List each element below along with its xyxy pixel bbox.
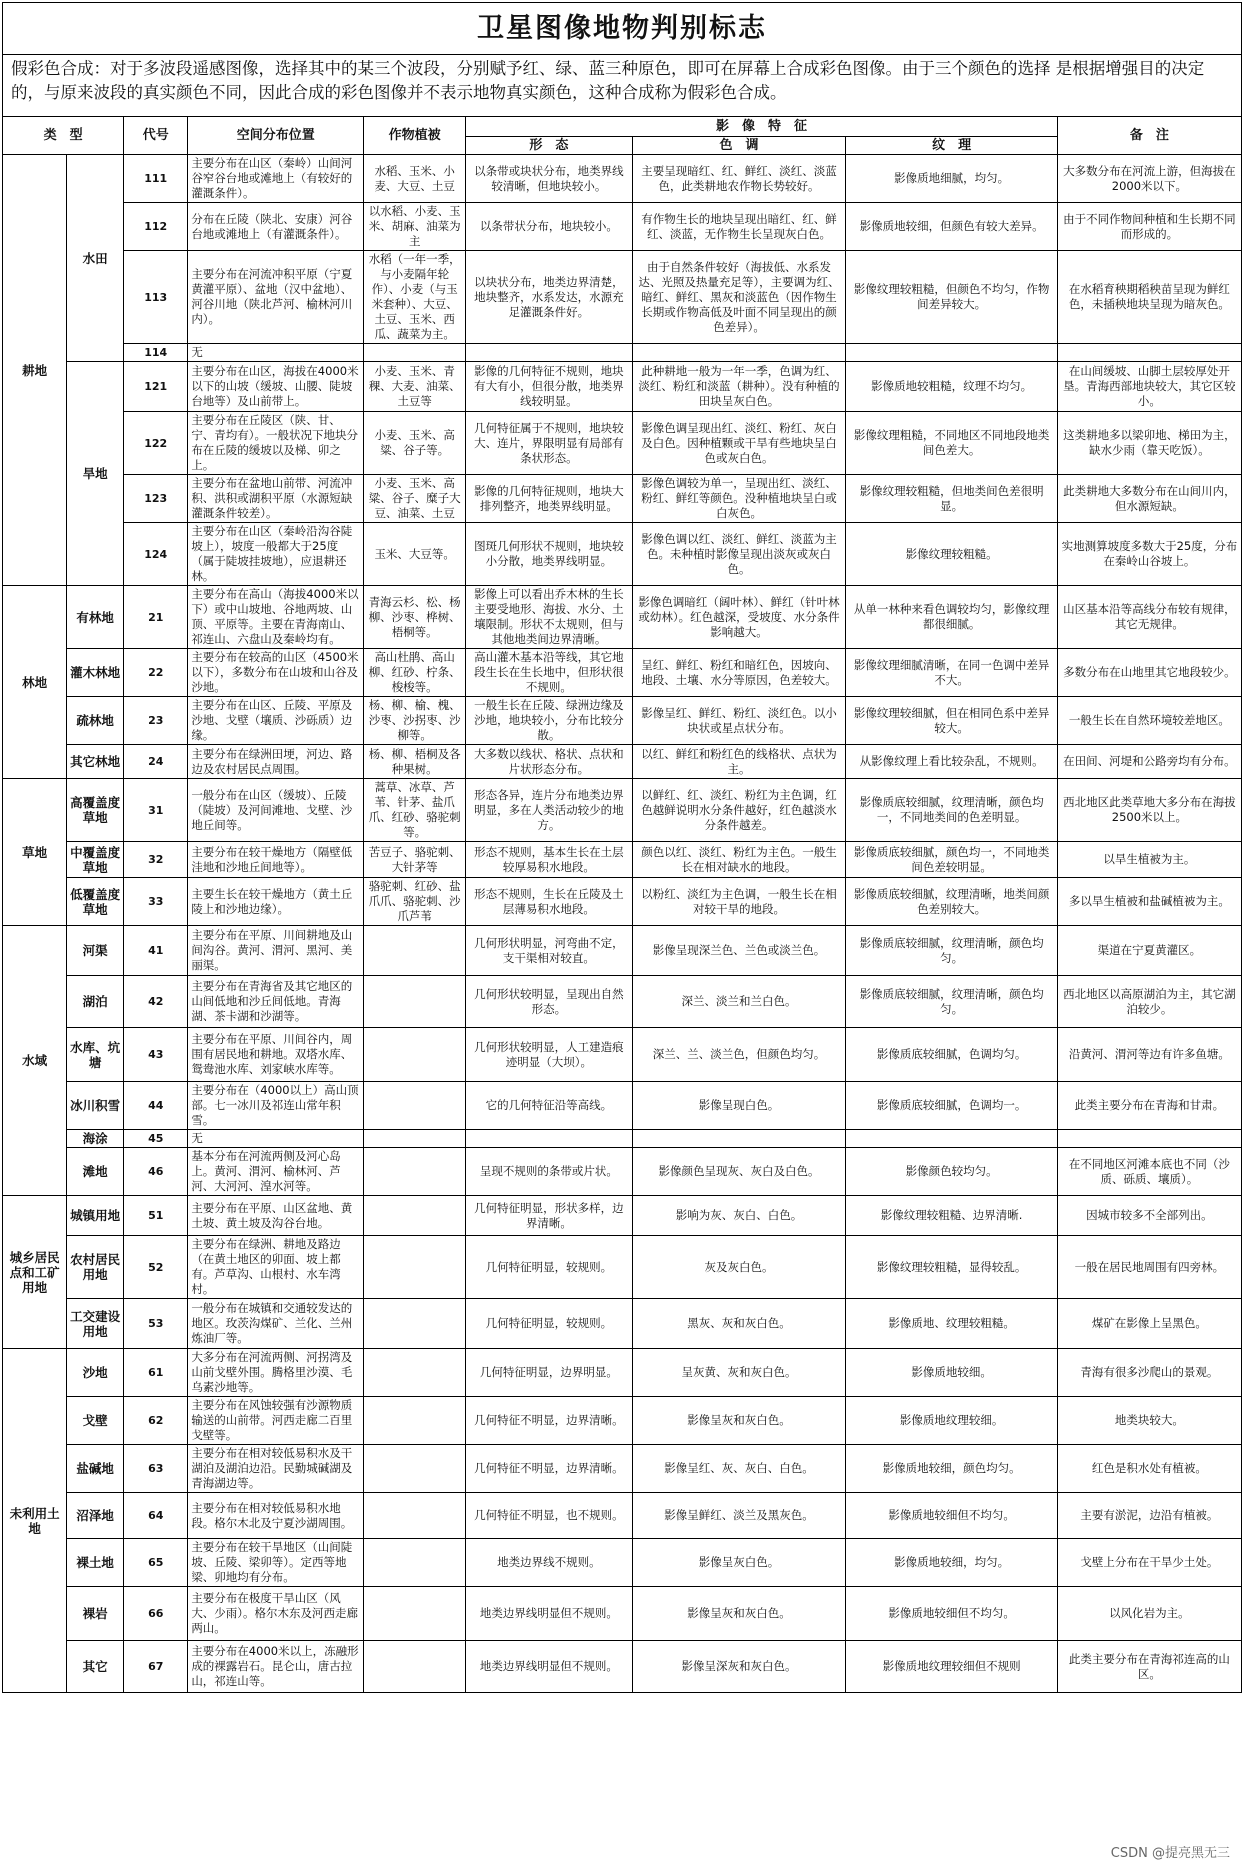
code-cell: 41 [124,926,188,976]
shape-cell: 几何特征不明显，也不规则。 [466,1493,632,1539]
color-cell: 灰及灰白色。 [632,1236,846,1299]
subtype-cell: 高覆盖度草地 [67,779,124,842]
remarks-cell [1057,1130,1241,1148]
group-cell: 未利用土地 [3,1349,67,1693]
table-row [3,586,1242,649]
spatial-cell: 无 [188,1130,364,1148]
shape-cell: 几何特征属于不规则，地块较大、连片，界限明显有局部有条状形态。 [466,412,632,475]
texture-cell: 影像纹理较粗糙。 [846,523,1057,586]
color-cell: 以红、鲜红和粉红色的线格状、点状为主。 [632,745,846,779]
texture-cell: 影像质地纹理较细。 [846,1397,1057,1445]
shape-cell: 几何形状明显，河弯曲不定，支干渠相对较直。 [466,926,632,976]
remarks-cell: 因城市较多不全部列出。 [1057,1196,1241,1236]
code-cell: 121 [124,362,188,412]
spatial-cell: 主要分布在风蚀较强有沙源物质输送的山前带。河西走廊二百里戈壁等。 [188,1397,364,1445]
group-cell: 水域 [3,926,67,1196]
remarks-cell: 由于不同作物间种植和生长期不同而形成的。 [1057,203,1241,251]
crops-cell: 水稻（一年一季，与小麦隔年轮作）、小麦（与玉米套种）、大豆、土豆、玉米、西瓜、蔬菜为主。 [364,251,466,344]
texture-cell: 影像质底较细腻，纹理清晰，颜色均匀。 [846,976,1057,1028]
spatial-cell: 一般分布在山区（缓坡）、丘陵（陡坡）及河间滩地、戈壁、沙地丘间等。 [188,779,364,842]
subtype-cell: 疏林地 [67,697,124,745]
remarks-cell: 此类主要分布在青海和甘肃。 [1057,1082,1241,1130]
table-row [3,155,1242,203]
color-cell: 影像呈鲜红、淡兰及黑灰色。 [632,1493,846,1539]
color-cell: 黑灰、灰和灰白色。 [632,1299,846,1349]
shape-cell: 高山灌木基本沿等线，其它地段生长在生长地中，但形状很不规则。 [466,649,632,697]
color-cell: 影像呈灰和灰白色。 [632,1397,846,1445]
texture-cell: 影像质底较细腻，颜色均一，不同地类间色差较明显。 [846,842,1057,878]
code-cell: 66 [124,1587,188,1641]
color-cell: 深兰、淡兰和兰白色。 [632,976,846,1028]
spatial-cell: 主要分布在平原、山区盆地、黄土坡、黄土坡及沟谷台地。 [188,1196,364,1236]
table-row [3,1587,1242,1641]
texture-cell: 影像纹理较粗糙，显得较乱。 [846,1236,1057,1299]
spatial-cell: 主要分布在丘陵区（陕、甘、宁、青均有）。一般状况下地块分布在丘陵的缓坡以及梯、卯之上。 [188,412,364,475]
remarks-cell: 煤矿在影像上呈黑色。 [1057,1299,1241,1349]
color-cell: 影像呈红、鲜红、粉红、淡红色。以小块状或星点状分布。 [632,697,846,745]
subtype-cell: 盐碱地 [67,1445,124,1493]
crops-cell [364,344,466,362]
table-row [3,878,1242,926]
code-cell: 51 [124,1196,188,1236]
header-spatial: 空间分布位置 [188,117,364,155]
crops-cell [364,976,466,1028]
crops-cell: 以水稻、小麦、玉米、胡麻、油菜为主 [364,203,466,251]
shape-cell: 地类边界线明显但不规则。 [466,1641,632,1693]
remarks-cell: 实地测算坡度多数大于25度，分布在秦岭山谷坡上。 [1057,523,1241,586]
shape-cell: 大多数以线状、格状、点状和片状形态分布。 [466,745,632,779]
code-cell: 61 [124,1349,188,1397]
shape-cell: 以块状分布，地类边界清楚，地块整齐，水系发达，水源充足灌溉条件好。 [466,251,632,344]
subtype-cell: 中覆盖度草地 [67,842,124,878]
crops-cell [364,1493,466,1539]
color-cell: 影响为灰、灰白、白色。 [632,1196,846,1236]
crops-cell [364,1028,466,1082]
feature-table-body [3,155,1242,1693]
shape-cell: 形态各异，连片分布地类边界明显，多在人类活动较少的地方。 [466,779,632,842]
remarks-cell: 山区基本沿等高线分布较有规律，其它无规律。 [1057,586,1241,649]
shape-cell: 图斑几何形状不规则，地块较小分散，地类界线明显。 [466,523,632,586]
spatial-cell: 主要分布在山区（秦岭）山间河谷窄谷台地或滩地上（有较好的灌溉条件）。 [188,155,364,203]
table-row [3,926,1242,976]
table-row [3,1445,1242,1493]
shape-cell: 几何特征明显，较规则。 [466,1236,632,1299]
table-row [3,344,1242,362]
texture-cell: 影像质地较细，但颜色有较大差异。 [846,203,1057,251]
crops-cell: 苦豆子、骆驼刺、大针茅等 [364,842,466,878]
crops-cell: 玉米、大豆等。 [364,523,466,586]
group-cell: 耕地 [3,155,67,586]
texture-cell: 影像质地较细，均匀。 [846,1539,1057,1587]
crops-cell [364,1445,466,1493]
color-cell: 影像色调呈现出红、淡红、粉红、灰白及白色。因种植颗或干旱有些地块呈白色或灰白色。 [632,412,846,475]
remarks-cell: 主要有淤泥，边沿有植被。 [1057,1493,1241,1539]
spatial-cell: 主要分布在山区、丘陵、平原及沙地、戈壁（壤质、沙砾质）边缘。 [188,697,364,745]
remarks-cell: 一般在居民地周围有四旁林。 [1057,1236,1241,1299]
spatial-cell: 主要分布在山区（秦岭沿沟谷陡坡上），坡度一般都大于25度（属于陡坡挂坡地），应退耕还林。 [188,523,364,586]
color-cell: 影像色调以红、淡红、鲜红、淡蓝为主色。未种植时影像呈现出淡灰或灰白色。 [632,523,846,586]
spatial-cell: 主要分布在河流冲积平原（宁夏黄灌平原）、盆地（汉中盆地）、河谷川地（陕北芦河、榆林河川内）。 [188,251,364,344]
color-cell: 有作物生长的地块呈现出暗红、红、鲜红、淡蓝，无作物生长呈现灰白色。 [632,203,846,251]
remarks-cell: 在不同地区河滩本底也不同（沙质、砾质、壤质）。 [1057,1148,1241,1196]
remarks-cell: 地类块较大。 [1057,1397,1241,1445]
table-row [3,475,1242,523]
header-type: 类 型 [3,117,124,155]
remarks-cell: 红色是积水处有植被。 [1057,1445,1241,1493]
table-row [3,523,1242,586]
texture-cell: 影像质地细腻，均匀。 [846,155,1057,203]
texture-cell: 影像质底较细腻，纹理清晰，颜色均匀。 [846,926,1057,976]
texture-cell: 从单一林种来看色调较均匀，影像纹理都很细腻。 [846,586,1057,649]
code-cell: 111 [124,155,188,203]
color-cell: 影像颜色呈现灰、灰白及白色。 [632,1148,846,1196]
header-texture: 纹 理 [846,137,1057,155]
table-row [3,1493,1242,1539]
color-cell: 以粉红、淡红为主色调，一般生长在相对较干旱的地段。 [632,878,846,926]
shape-cell: 它的几何特征沿等高线。 [466,1082,632,1130]
header-remarks: 备 注 [1057,117,1241,155]
crops-cell [364,1299,466,1349]
color-cell: 影像呈现白色。 [632,1082,846,1130]
group-cell: 城乡居民点和工矿用地 [3,1196,67,1349]
spatial-cell: 主要分布在较高的山区（4500米以下），多数分布在山坡和山谷及沙地。 [188,649,364,697]
color-cell: 主要呈现暗红、红、鲜红、淡红、淡蓝色，此类耕地农作物长势较好。 [632,155,846,203]
shape-cell: 几何特征不明显，边界清晰。 [466,1445,632,1493]
table-row [3,1299,1242,1349]
crops-cell [364,1148,466,1196]
code-cell: 65 [124,1539,188,1587]
shape-cell: 几何形状较明显，呈现出自然形态。 [466,976,632,1028]
subtype-cell: 其它林地 [67,745,124,779]
spatial-cell: 主要分布在相对较低易积水地段。格尔木北及宁夏沙湖周围。 [188,1493,364,1539]
spatial-cell: 基本分布在河流两侧及河心岛上。黄河、渭河、榆林河、芦河、大河河、湟水河等。 [188,1148,364,1196]
table-row [3,779,1242,842]
shape-cell: 形态不规则，基本生长在土层较厚易积水地段。 [466,842,632,878]
color-cell: 呈红、鲜红、粉红和暗红色，因坡向、地段、土壤、水分等原因，色差较大。 [632,649,846,697]
crops-cell [364,1082,466,1130]
remarks-cell: 在田间、河堤和公路旁均有分布。 [1057,745,1241,779]
remarks-cell: 青海有很多沙爬山的景观。 [1057,1349,1241,1397]
subtype-cell: 低覆盖度草地 [67,878,124,926]
texture-cell: 影像纹理较细腻，但在相同色系中差异较大。 [846,697,1057,745]
code-cell: 112 [124,203,188,251]
color-cell: 影像色调暗红（阔叶林）、鲜红（针叶林或幼林）。红色越深，受坡度、水分条件影响越大。 [632,586,846,649]
crops-cell [364,1236,466,1299]
spatial-cell: 主要分布在极度干旱山区（风大、少雨）。格尔木东及河西走廊两山。 [188,1587,364,1641]
texture-cell: 影像纹理粗糙，不同地区不同地段地类间色差大。 [846,412,1057,475]
subtype-cell: 沙地 [67,1349,124,1397]
spatial-cell: 主要分布在4000米以上，冻融形成的裸露岩石。昆仑山，唐古拉山，祁连山等。 [188,1641,364,1693]
shape-cell [466,344,632,362]
code-cell: 32 [124,842,188,878]
texture-cell: 影像质底较细腻，纹理清晰，地类间颜色差别较大。 [846,878,1057,926]
shape-cell: 以条带或块状分布，地类界线较清晰，但地块较小。 [466,155,632,203]
texture-cell: 影像颜色较均匀。 [846,1148,1057,1196]
texture-cell: 影像纹理细腻清晰，在同一色调中差异不大。 [846,649,1057,697]
crops-cell [364,1130,466,1148]
spatial-cell: 主要分布在较干燥地方（隔壁低洼地和沙地丘间地等）。 [188,842,364,878]
code-cell: 43 [124,1028,188,1082]
group-cell: 草地 [3,779,67,926]
subtype-cell: 灌木林地 [67,649,124,697]
spatial-cell: 主要分布在相对较低易积水及干湖泊及湖泊边沿。民勤城碱湖及青海湖边等。 [188,1445,364,1493]
code-cell: 44 [124,1082,188,1130]
texture-cell: 影像质底较细腻，色调均匀。 [846,1028,1057,1082]
crops-cell [364,1641,466,1693]
crops-cell: 小麦、玉米、青稞、大麦、油菜、土豆等 [364,362,466,412]
spatial-cell: 主要分布在高山（海拔4000米以下）或中山坡地、谷地两坡、山顶、平原等。主要在青海南山、祁连山、六盘山及秦岭均有。 [188,586,364,649]
texture-cell: 影像质地纹理较细但不规则 [846,1641,1057,1693]
texture-cell [846,1130,1057,1148]
remarks-cell: 西北地区以高原湖泊为主，其它湖泊较少。 [1057,976,1241,1028]
subtype-cell: 裸岩 [67,1587,124,1641]
shape-cell: 几何形状较明显，人工建造痕迹明显（大坝）。 [466,1028,632,1082]
spatial-cell: 大多分布在河流两侧、河拐湾及山前戈壁外围。腾格里沙漠、毛乌素沙地等。 [188,1349,364,1397]
code-cell: 124 [124,523,188,586]
shape-cell: 以条带状分布，地块较小。 [466,203,632,251]
remarks-cell: 渠道在宁夏黄灌区。 [1057,926,1241,976]
crops-cell: 青海云杉、松、杨柳、沙枣、桦树、梧桐等。 [364,586,466,649]
color-cell: 影像色调较为单一，呈现出红、淡红、粉红、鲜红等颜色。没种植地块呈白或白灰色。 [632,475,846,523]
remarks-cell: 此类主要分布在青海祁连高的山区。 [1057,1641,1241,1693]
subtype-cell: 滩地 [67,1148,124,1196]
table-row [3,412,1242,475]
shape-cell: 几何特征不明显，边界清晰。 [466,1397,632,1445]
code-cell: 46 [124,1148,188,1196]
subtype-cell: 海涂 [67,1130,124,1148]
code-cell: 67 [124,1641,188,1693]
code-cell: 52 [124,1236,188,1299]
spatial-cell: 主要分布在绿洲、耕地及路边（在黄土地区的卯面、坡上都有。芦草沟、山根村、水车湾村。 [188,1236,364,1299]
header-shape: 形 态 [466,137,632,155]
code-cell: 64 [124,1493,188,1539]
code-cell: 122 [124,412,188,475]
table-row [3,362,1242,412]
texture-cell: 影像质底较细腻，色调均一。 [846,1082,1057,1130]
subtype-cell: 水库、坑塘 [67,1028,124,1082]
shape-cell: 影像的几何特征规则，地块大排列整齐，地类界线明显。 [466,475,632,523]
color-cell: 影像呈灰和灰白色。 [632,1587,846,1641]
table-row [3,697,1242,745]
feature-table [2,116,1242,1693]
table-row [3,1397,1242,1445]
color-cell: 以鲜红、红、淡红、粉红为主色调，红色越鲜说明水分条件越好，红色越淡水分条件越差。 [632,779,846,842]
shape-cell: 几何特征明显，形状多样，边界清晰。 [466,1196,632,1236]
code-cell: 24 [124,745,188,779]
crops-cell: 高山杜鹃、高山柳、红砂、柠条、梭梭等。 [364,649,466,697]
crops-cell: 杨、柳、梧桐及各种果树。 [364,745,466,779]
texture-cell: 影像质地、纹理较粗糙。 [846,1299,1057,1349]
subtype-cell: 河渠 [67,926,124,976]
remarks-cell: 此类耕地大多数分布在山间川内，但水源短缺。 [1057,475,1241,523]
spatial-cell: 主要生长在较干燥地方（黄土丘陵上和沙地边缘）。 [188,878,364,926]
remarks-cell: 在山间缓坡、山脚土层较厚处开垦。青海西部地块较大，其它区较小。 [1057,362,1241,412]
header-code: 代号 [124,117,188,155]
shape-cell: 影像上可以看出乔木林的生长主要受地形、海拔、水分、土壤限制。形状不太规则，但与其他地类间边界清晰。 [466,586,632,649]
code-cell: 33 [124,878,188,926]
group-cell: 林地 [3,586,67,779]
remarks-cell: 这类耕地多以梁卯地、梯田为主，缺水少雨（靠天吃饭）。 [1057,412,1241,475]
spatial-cell: 主要分布在青海省及其它地区的山间低地和沙丘间低地。青海湖、茶卡湖和沙湖等。 [188,976,364,1028]
table-row [3,1349,1242,1397]
spatial-cell: 无 [188,344,364,362]
texture-cell: 影像质地较细。 [846,1349,1057,1397]
crops-cell: 小麦、玉米、高粱、谷子等。 [364,412,466,475]
color-cell: 影像呈灰白色。 [632,1539,846,1587]
subtype-cell: 湖泊 [67,976,124,1028]
texture-cell: 从影像纹理上看比较杂乱，不规则。 [846,745,1057,779]
remarks-cell: 多数分布在山地里其它地段较少。 [1057,649,1241,697]
spatial-cell: 主要分布在较干旱地区（山间陡坡、丘陵、梁卯等）。定西等地梁、卯地均有分布。 [188,1539,364,1587]
shape-cell: 一般生长在丘陵、绿洲边缘及沙地，地块较小，分布比较分散。 [466,697,632,745]
subtype-cell: 冰川积雪 [67,1082,124,1130]
table-row [3,251,1242,344]
code-cell: 53 [124,1299,188,1349]
color-cell: 此种耕地一般为一年一季，色调为红、淡红、粉红和淡蓝（耕种）。没有种植的田块呈灰白色。 [632,362,846,412]
crops-cell: 水稻、玉米、小麦、大豆、土豆 [364,155,466,203]
code-cell: 31 [124,779,188,842]
subtype-cell: 有林地 [67,586,124,649]
color-cell [632,344,846,362]
subtype-cell: 其它 [67,1641,124,1693]
subtype-cell: 沼泽地 [67,1493,124,1539]
texture-cell: 影像质底较细腻，纹理清晰，颜色均一，不同地类间的色差明显。 [846,779,1057,842]
shape-cell: 地类边界线明显但不规则。 [466,1587,632,1641]
texture-cell [846,344,1057,362]
remarks-cell: 西北地区此类草地大多分布在海拔2500米以上。 [1057,779,1241,842]
texture-cell: 影像质地较细，颜色均匀。 [846,1445,1057,1493]
code-cell: 42 [124,976,188,1028]
spatial-cell: 主要分布在山区，海拔在4000米以下的山坡（缓坡、山腰、陡坡台地等）及山前带上。 [188,362,364,412]
table-row [3,203,1242,251]
header-crops: 作物植被 [364,117,466,155]
remarks-cell: 多以旱生植被和盐碱植被为主。 [1057,878,1241,926]
table-row [3,976,1242,1028]
code-cell: 114 [124,344,188,362]
subtype-cell: 戈壁 [67,1397,124,1445]
remarks-cell: 戈壁上分布在干旱少土处。 [1057,1539,1241,1587]
table-row [3,1028,1242,1082]
code-cell: 63 [124,1445,188,1493]
code-cell: 62 [124,1397,188,1445]
spatial-cell: 主要分布在（4000以上）高山顶部。七一冰川及祁连山常年积雪。 [188,1082,364,1130]
table-row [3,745,1242,779]
subtype-cell: 裸土地 [67,1539,124,1587]
shape-cell: 地类边界线不规则。 [466,1539,632,1587]
spatial-cell: 一般分布在城镇和交通较发达的地区。玫茨沟煤矿、兰化、兰州炼油厂等。 [188,1299,364,1349]
color-cell [632,1130,846,1148]
subtype-cell: 农村居民用地 [67,1236,124,1299]
intro-paragraph: 假彩色合成：对于多波段遥感图像，选择其中的某三个波段，分别赋予红、绿、蓝三种原色，即可在屏幕上合成彩色图像。由于三个颜色的选择 是根据增强目的决定的，与原来波段的真实颜色不同，因此合成的彩色图像并不表示地物真实颜色，这种合成称为假彩色合成。 [2,54,1242,116]
color-cell: 影像呈现深兰色、兰色或淡兰色。 [632,926,846,976]
crops-cell [364,926,466,976]
table-row [3,1082,1242,1130]
crops-cell [364,1397,466,1445]
shape-cell: 影像的几何特征不规则，地块有大有小，但很分散，地类界线较明显。 [466,362,632,412]
watermark: CSDN @提亮黑无三 [1110,1846,1230,1861]
table-row [3,1539,1242,1587]
remarks-cell: 在水稻育秧期稻秧苗呈现为鲜红色，未插秧地块呈现为暗灰色。 [1057,251,1241,344]
subtype-cell: 旱地 [67,362,124,586]
texture-cell: 影像质地较细但不均匀。 [846,1587,1057,1641]
remarks-cell: 沿黄河、渭河等边有许多鱼塘。 [1057,1028,1241,1082]
crops-cell [364,1349,466,1397]
texture-cell: 影像纹理较粗糙，但地类间色差很明显。 [846,475,1057,523]
texture-cell: 影像质地较细但不均匀。 [846,1493,1057,1539]
spatial-cell: 主要分布在平原、川间谷内，周围有居民地和耕地。双塔水库、鸳鸯池水库、刘家峡水库等。 [188,1028,364,1082]
code-cell: 123 [124,475,188,523]
table-row [3,1236,1242,1299]
crops-cell [364,1539,466,1587]
shape-cell: 形态不规则，生长在丘陵及土层薄易积水地段。 [466,878,632,926]
table-row [3,1130,1242,1148]
crops-cell [364,1587,466,1641]
spatial-cell: 分布在丘陵（陕北、安康）河谷台地或滩地上（有灌溉条件）。 [188,203,364,251]
remarks-cell: 一般生长在自然环境较差地区。 [1057,697,1241,745]
remarks-cell: 以风化岩为主。 [1057,1587,1241,1641]
color-cell: 由于自然条件较好（海拔低、水系发达、光照及热量充足等），主要调为红、暗红、鲜红、黑灰和淡蓝色（因作物生长期或作物高低及叶面不同呈现出的颜色差异）。 [632,251,846,344]
remarks-cell: 大多数分布在河流上游，但海拔在2000米以下。 [1057,155,1241,203]
shape-cell [466,1130,632,1148]
subtype-cell: 工交建设用地 [67,1299,124,1349]
spatial-cell: 主要分布在平原、川间耕地及山间沟谷。黄河、渭河、黑河、美丽渠。 [188,926,364,976]
crops-cell: 杨、柳、榆、槐、沙枣、沙拐枣、沙柳等。 [364,697,466,745]
table-row [3,1641,1242,1693]
header-color: 色 调 [632,137,846,155]
page-title: 卫星图像地物判别标志 [2,2,1242,54]
spatial-cell: 主要分布在盆地山前带、河流冲积、洪积或湖积平原（水源短缺灌溉条件较差）。 [188,475,364,523]
code-cell: 23 [124,697,188,745]
color-cell: 呈灰黄、灰和灰白色。 [632,1349,846,1397]
spatial-cell: 主要分布在绿洲田埂，河边、路边及农村居民点周围。 [188,745,364,779]
code-cell: 45 [124,1130,188,1148]
code-cell: 113 [124,251,188,344]
table-row [3,649,1242,697]
crops-cell: 蒿草、冰草、芦苇、针茅、盐爪爪、红砂、骆驼刺等。 [364,779,466,842]
header-image-features: 影 像 特 征 [466,117,1058,137]
remarks-cell: 以旱生植被为主。 [1057,842,1241,878]
code-cell: 22 [124,649,188,697]
shape-cell: 几何特征明显，较规则。 [466,1299,632,1349]
texture-cell: 影像纹理较粗糙、边界清晰. [846,1196,1057,1236]
table-row [3,1148,1242,1196]
color-cell: 颜色以红、淡红、粉红为主色。一般生长在相对缺水的地段。 [632,842,846,878]
table-row [3,842,1242,878]
crops-cell: 骆驼刺、红砂、盐爪爪、骆驼刺、沙爪芦苇 [364,878,466,926]
texture-cell: 影像质地较粗糙，纹理不均匀。 [846,362,1057,412]
color-cell: 深兰、兰、淡兰色，但颜色均匀。 [632,1028,846,1082]
table-row [3,1196,1242,1236]
crops-cell [364,1196,466,1236]
color-cell: 影像呈深灰和灰白色。 [632,1641,846,1693]
code-cell: 21 [124,586,188,649]
color-cell: 影像呈红、灰、灰白、白色。 [632,1445,846,1493]
shape-cell: 呈现不规则的条带或片状。 [466,1148,632,1196]
subtype-cell: 水田 [67,155,124,362]
remarks-cell [1057,344,1241,362]
shape-cell: 几何特征明显，边界明显。 [466,1349,632,1397]
crops-cell: 小麦、玉米、高粱、谷子、糜子大豆、油菜、土豆 [364,475,466,523]
texture-cell: 影像纹理较粗糙，但颜色不均匀，作物间差异较大。 [846,251,1057,344]
subtype-cell: 城镇用地 [67,1196,124,1236]
